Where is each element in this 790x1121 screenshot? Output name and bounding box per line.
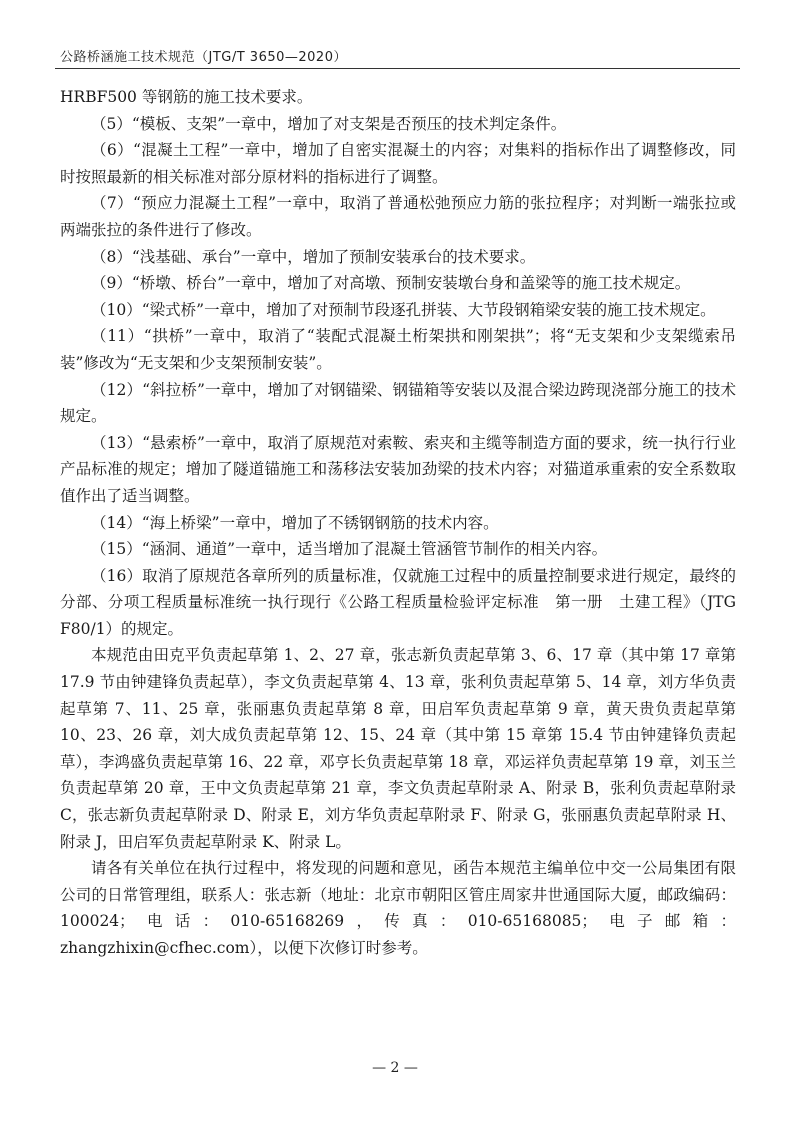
paragraph: （11）“拱桥”一章中，取消了“装配式混凝土桁架拱和刚架拱”；将“无支架和少支架缆索吊装”修改为“无支架和少支架预制安装”。 (60, 327, 736, 372)
paragraph: （12）“斜拉桥”一章中，增加了对钢锚梁、钢锚箱等安装以及混合梁边跨现浇部分施工的技术规定。 (60, 380, 736, 426)
paragraph: （7）“预应力混凝土工程”一章中，取消了普通松弛预应力筋的张拉程序；对判断一端张拉或两端张拉的条件进行了修改。 (60, 194, 736, 239)
paragraph: （10）“梁式桥”一章中，增加了对预制节段逐孔拼装、大节段钢箱梁安装的施工技术规定。 (91, 300, 716, 319)
paragraph: （16）取消了原规范各章所列的质量标准，仅就施工过程中的质量控制要求进行规定，最终的分部、分项工程质量标准统一执行现行《公路工程质量检验评定标准 第一册 土建工程》（JTG F80/1）的规定。 (60, 566, 736, 638)
paragraph: （9）“桥墩、桥台”一章中，增加了对高墩、预制安装墩台身和盖梁等的施工技术规定。 (91, 274, 691, 293)
paragraph: （8）“浅基础、承台”一章中，增加了预制安装承台的技术要求。 (91, 247, 536, 266)
paragraph: （14）“海上桥梁”一章中，增加了不锈钢钢筋的技术内容。 (91, 513, 499, 532)
page-number: — 2 — (372, 1060, 418, 1076)
paragraph: HRBF500 等钢筋的施工技术要求。 (60, 88, 313, 106)
paragraph: （5）“模板、支架”一章中，增加了对支架是否预压的技术判定条件。 (91, 114, 567, 133)
paragraph: （6）“混凝土工程”一章中，增加了自密实混凝土的内容；对集料的指标作出了调整修改，同时按照最新的相关标准对部分原材料的指标进行了调整。 (60, 141, 736, 186)
paragraph: 请各有关单位在执行过程中，将发现的问题和意见，函告本规范主编单位中交一公局集团有限公司的日常管理组，联系人：张志新（地址：北京市朝阳区管庄周家井世通国际大厦，邮政编码：100024；电话：010-65168269，传真：010-65168085；电子邮箱：zhangzhixin@cfhec.com），以便下次修订时参考。 (60, 859, 736, 957)
paragraph: （15）“涵洞、通道”一章中，适当增加了混凝土管涵管节制作的相关内容。 (91, 540, 608, 559)
running-header: 公路桥涵施工技术规范（JTG/T 3650—2020） (60, 50, 347, 65)
paragraph: （13）“悬索桥”一章中，取消了原规范对索鞍、索夹和主缆等制造方面的要求，统一执行行业产品标准的规定；增加了隧道锚施工和荡移法安装加劲梁的技术内容；对猫道承重索的安全系数取值作出了适当调整。 (60, 433, 736, 505)
header-divider (55, 68, 740, 69)
body-text (60, 84, 736, 962)
paragraph: 本规范由田克平负责起草第 1、2、27 章，张志新负责起草第 3、6、17 章（其中第 17 章第 17.9 节由钟建锋负责起草），李文负责起草第 4、13 章，张利负责起草第 5、14 章，刘方华负责起草第 7、11、25 章，张丽惠负责起草第 8 章，田启军负责起草第 9 章，黄天贵负责起草第 10、23、26 章，刘大成负责起草第 12、15、24 章（其中第 15 章第 15.4 节由钟建锋负责起草），李鸿盛负责起草第 16、22 章，邓亨长负责起草第 18 章，邓运祥负责起草第 19 章，刘玉兰负责起草第 20 章，王中文负责起草第 21 章，李文负责起草附录 A、附录 B，张利负责起草附录 C，张志新负责起草附录 D、附录 E，刘方华负责起草附录 F、附录 G，张丽惠负责起草附录 H、附录 J，田启军负责起草附录 K、附录 L。 (60, 646, 736, 851)
